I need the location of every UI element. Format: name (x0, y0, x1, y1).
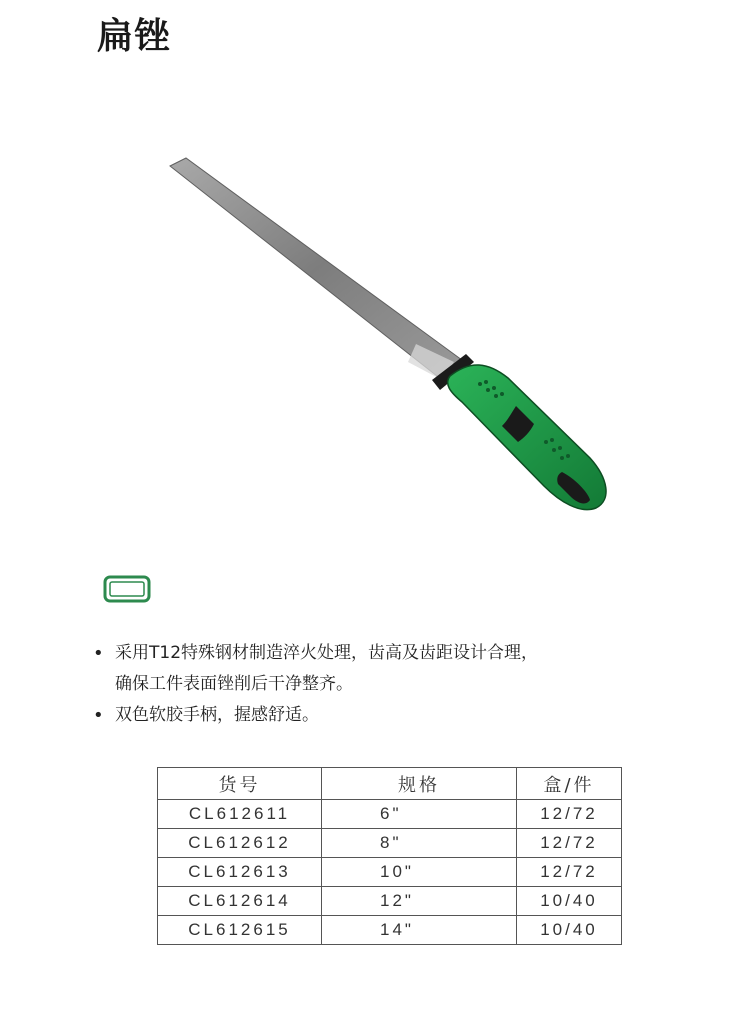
bullet-dot-icon: • (93, 705, 104, 726)
table-row (158, 829, 622, 858)
table-header-row (158, 768, 622, 800)
feature-text: 双色软胶手柄，握感舒适。 (115, 705, 319, 725)
item-box: 12/72 (517, 829, 622, 858)
item-code: CL612615 (158, 916, 322, 945)
flat-file-illustration (150, 140, 630, 520)
feature-item (93, 700, 653, 731)
item-code: CL612613 (158, 858, 322, 887)
item-code: CL612614 (158, 887, 322, 916)
item-code: CL612612 (158, 829, 322, 858)
table-row (158, 800, 622, 829)
bullet-dot-icon: • (93, 643, 104, 664)
header-box-per-case: 盒/件 (517, 768, 622, 800)
feature-text: 采用T12特殊钢材制造淬火处理，齿高及齿距设计合理， (115, 643, 539, 663)
header-item-code: 货号 (158, 768, 322, 800)
green-frame-badge (103, 575, 151, 603)
table-row (158, 916, 622, 945)
feature-item (93, 638, 653, 700)
feature-text-continued: 确保工件表面锉削后干净整齐。 (115, 674, 353, 694)
item-code: CL612611 (158, 800, 322, 829)
item-box: 10/40 (517, 916, 622, 945)
item-spec: 10" (322, 858, 517, 887)
table-row (158, 858, 622, 887)
item-spec: 6" (322, 800, 517, 829)
feature-list (93, 638, 653, 731)
table-row (158, 887, 622, 916)
header-spec: 规格 (322, 768, 517, 800)
item-spec: 12" (322, 887, 517, 916)
item-box: 12/72 (517, 858, 622, 887)
item-spec: 14" (322, 916, 517, 945)
page-title: 扁锉 (97, 16, 172, 57)
item-box: 12/72 (517, 800, 622, 829)
spec-table (157, 767, 622, 945)
item-box: 10/40 (517, 887, 622, 916)
item-spec: 8" (322, 829, 517, 858)
